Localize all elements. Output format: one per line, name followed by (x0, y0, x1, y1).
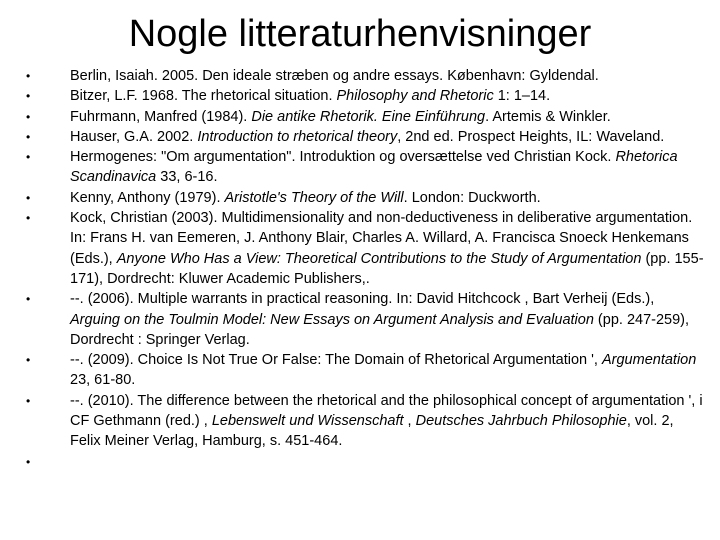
bullet-icon: • (26, 454, 31, 469)
bullet-icon: • (26, 69, 31, 83)
bullet-icon: • (26, 109, 31, 124)
reference-text: , (403, 413, 416, 430)
reference-text: . London: Duckworth. (403, 189, 541, 206)
reference-item (26, 289, 706, 350)
reference-italic-title: Die antike Rhetorik. Eine Einführung (251, 108, 486, 125)
reference-item (26, 127, 706, 147)
reference-text: Hauser, G.A. 2002. (70, 128, 198, 145)
reference-text: Berlin, Isaiah. 2005. Den ideale stræben og andre essays. København: Gyldendal. (70, 68, 599, 84)
reference-text: (pp. 247-259), Dordrecht : Springer Verlag. (70, 311, 690, 348)
reference-text: 23, 61-80. (70, 372, 136, 389)
bullet-icon: • (26, 393, 31, 408)
reference-item (26, 208, 706, 289)
reference-item (26, 86, 706, 106)
bullet-icon: • (26, 292, 31, 307)
reference-italic-title: Aristotle's Theory of the Will (224, 189, 404, 206)
reference-italic-title: Rhetorica Scandinavica (70, 149, 678, 186)
bullet-icon: • (26, 190, 31, 205)
bullet-icon: • (26, 150, 31, 165)
reference-text: Kenny, Anthony (1979). (70, 189, 225, 206)
reference-text: 1: 1–14. (493, 88, 551, 105)
reference-italic-title: Introduction to rhetorical theory (197, 128, 398, 145)
reference-text: , 2nd ed. Prospect Heights, IL: Waveland. (397, 128, 665, 145)
reference-list (26, 66, 706, 469)
reference-item (26, 107, 706, 127)
reference-item (26, 391, 706, 452)
reference-text: --. (2006). Multiple warrants in practical reasoning. In: David Hitchcock , Bart Verheij (Eds.), (70, 291, 655, 308)
reference-text: 33, 6-16. (156, 169, 218, 186)
reference-italic-title: Philosophy and Rhetoric (336, 88, 494, 105)
reference-text: . Artemis & Winkler. (485, 108, 611, 125)
reference-item (26, 350, 706, 391)
reference-text: --. (2009). Choice Is Not True Or False: The Domain of Rhetorical Argumentation ', (70, 352, 602, 369)
reference-text: (pp. 155-171), Dordrecht: Kluwer Academic Publishers,. (70, 250, 704, 287)
reference-text: Kock, Christian (2003). Multidimensionality and non-deductiveness in deliberative argumentation. In: Frans H. van Eemeren, J. Anthony Blair, Charles A. Willard, A. Francisca Snoeck Henkemans (Eds.), (70, 210, 693, 267)
reference-italic-title: Deutsches Jahrbuch Philosophie (415, 413, 627, 430)
bullet-icon: • (26, 211, 31, 226)
reference-item (26, 147, 706, 188)
reference-text: Fuhrmann, Manfred (1984). (70, 108, 252, 125)
bullet-icon: • (26, 89, 31, 104)
reference-item (26, 188, 706, 208)
reference-italic-title: Anyone Who Has a View: Theoretical Contributions to the Study of Argumentation (116, 250, 642, 267)
reference-text: Bitzer, L.F. 1968. The rhetorical situation. (70, 88, 337, 105)
reference-text: , vol. 2, Felix Meiner Verlag, Hamburg, s. 451-464. (70, 413, 674, 450)
reference-italic-title: Lebenswelt und Wissenschaft (211, 413, 404, 430)
slide-title: Nogle litteraturhenvisninger (128, 13, 592, 55)
bullet-icon: • (26, 129, 31, 144)
reference-text: --. (2010). The difference between the rhetorical and the philosophical concept of argumentation ', i CF Gethmann (red.) , (70, 392, 703, 430)
reference-text: Hermogenes: "Om argumentation". Introduktion og oversættelse ved Christian Kock. (70, 149, 616, 166)
reference-italic-title: Arguing on the Toulmin Model: New Essays on Argument Analysis and Evaluation (70, 311, 594, 328)
reference-italic-title: Argumentation (601, 352, 697, 369)
bullet-icon: • (26, 353, 31, 368)
reference-item (26, 66, 706, 86)
